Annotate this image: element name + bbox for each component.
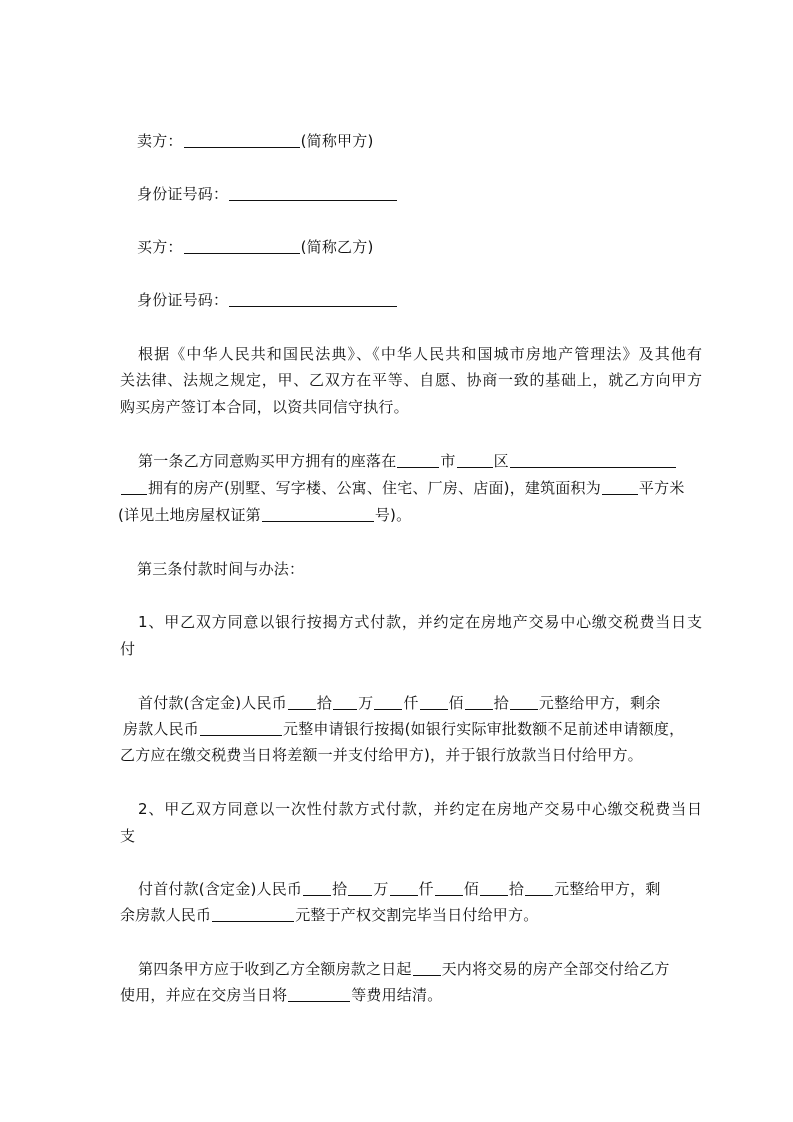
preamble-line-1: 根据《中华人民共和国民法典》、《中华人民共和国城市房地产管理法》及其他有 — [138, 345, 702, 363]
full-qian-blank[interactable] — [390, 879, 418, 896]
buyer-suffix: (简称乙方) — [300, 238, 374, 256]
down-payment-text-a: 首付款(含定金)人民币 — [138, 694, 287, 712]
full-payment-line2-b: 元整于产权交割完毕当日付给甲方。 — [295, 906, 539, 924]
article1-area-unit: 平方米 — [638, 479, 685, 497]
full-wan-blank[interactable] — [348, 879, 372, 896]
preamble-line-2: 关法律、法规之规定，甲、乙双方在平等、自愿、协商一致的基础上，就乙方向甲方 — [120, 371, 702, 389]
certificate-blank[interactable] — [262, 505, 374, 522]
seller-id-label: 身份证号码： — [137, 185, 229, 203]
city-blank[interactable] — [397, 451, 439, 468]
full-bai-blank[interactable] — [435, 879, 463, 896]
buyer-line — [137, 237, 374, 257]
delivery-days-blank[interactable] — [413, 959, 441, 976]
buyer-label: 买方： — [137, 238, 183, 256]
full-payment-line-1 — [138, 879, 661, 899]
article1-line-3 — [118, 505, 411, 525]
article1-text-a: 第一条乙方同意购买甲方拥有的座落在 — [138, 452, 397, 470]
full-payment-line-2 — [120, 905, 538, 925]
article3-item1-line-2: 付 — [120, 640, 136, 658]
fees-blank[interactable] — [288, 985, 350, 1002]
full-payment-tail: 元整给甲方，剩 — [554, 880, 661, 898]
down-payment-line-2 — [123, 719, 684, 739]
article4-line-2 — [120, 985, 442, 1005]
article1-text-d: 号)。 — [374, 506, 412, 524]
article4-text-b: 天内将交易的房产全部交付给乙方 — [441, 960, 670, 978]
down-yuan-blank[interactable] — [510, 693, 538, 710]
full-bai-label: 佰 — [463, 880, 479, 898]
down-bai-label: 佰 — [448, 694, 464, 712]
full-shi1-blank[interactable] — [303, 879, 331, 896]
full-qian-label: 仟 — [418, 880, 434, 898]
full-shi2-blank[interactable] — [480, 879, 508, 896]
article1-text-b: 拥有的房产(别墅、写字楼、公寓、住宅、厂房、店面)，建筑面积为 — [148, 479, 601, 497]
full-shi1-label: 拾 — [332, 880, 348, 898]
area-blank[interactable] — [602, 478, 638, 495]
seller-suffix: (简称甲方) — [300, 132, 374, 150]
article4-text-c: 使用，并应在交房当日将 — [120, 986, 288, 1004]
seller-id-blank[interactable] — [229, 184, 397, 201]
down-payment-line-3: 乙方应在缴交税费当日将差额一并支付给甲方)，并于银行放款当日付给甲方。 — [120, 746, 643, 764]
down-payment-tail: 元整给甲方，剩余 — [538, 694, 661, 712]
down-shi1-blank[interactable] — [288, 693, 316, 710]
down-bai-blank[interactable] — [420, 693, 448, 710]
buyer-id-label: 身份证号码： — [137, 291, 229, 309]
full-shi2-label: 拾 — [508, 880, 525, 898]
article1-district-label: 区 — [493, 452, 509, 470]
down-payment-line2-a: 房款人民币 — [123, 720, 200, 738]
down-shi1-label: 拾 — [316, 694, 333, 712]
article3-title: 第三条付款时间与办法： — [137, 560, 305, 578]
full-wan-label: 万 — [373, 880, 389, 898]
seller-line — [137, 131, 374, 151]
down-wan-label: 万 — [358, 694, 374, 712]
preamble-line-3: 购买房产签订本合同，以资共同信守执行。 — [120, 398, 409, 416]
article3-item1-line-1: 1、甲乙双方同意以银行按揭方式付款，并约定在房地产交易中心缴交税费当日支 — [138, 613, 702, 631]
down-qian-blank[interactable] — [374, 693, 402, 710]
buyer-id-line — [137, 290, 398, 310]
article3-item2-line-1: 2、甲乙双方同意以一次性付款方式付款，并约定在房地产交易中心缴交税费当日 — [138, 800, 702, 818]
down-qian-label: 仟 — [403, 694, 419, 712]
address-blank-cont[interactable] — [121, 478, 147, 495]
article1-city-label: 市 — [440, 452, 456, 470]
article1-line-1 — [138, 451, 677, 471]
seller-label: 卖方： — [137, 132, 183, 150]
article1-text-c: (详见土地房屋权证第 — [118, 506, 261, 524]
down-payment-line-1 — [138, 693, 661, 713]
article4-text-d: 等费用结清。 — [351, 986, 443, 1004]
full-payment-text-a: 付首付款(含定金)人民币 — [138, 880, 303, 898]
district-blank[interactable] — [457, 451, 493, 468]
article4-text-a: 第四条甲方应于收到乙方全额房款之日起 — [138, 960, 412, 978]
article1-line-2 — [120, 478, 685, 498]
down-shi2-label: 拾 — [493, 694, 509, 712]
remaining-amount-blank[interactable] — [212, 905, 294, 922]
article3-item2-line-2: 支 — [120, 827, 136, 845]
down-wan-blank[interactable] — [333, 693, 357, 710]
full-payment-line2-a: 余房款人民币 — [120, 906, 212, 924]
seller-id-line — [137, 184, 398, 204]
buyer-id-blank[interactable] — [229, 290, 397, 307]
full-yuan-blank[interactable] — [525, 879, 553, 896]
down-payment-line2-b: 元整申请银行按揭(如银行实际审批数额不足前述申请额度， — [283, 720, 685, 738]
mortgage-amount-blank[interactable] — [200, 719, 282, 736]
seller-name-blank[interactable] — [184, 131, 300, 148]
down-shi2-blank[interactable] — [465, 693, 493, 710]
buyer-name-blank[interactable] — [184, 237, 300, 254]
article4-line-1 — [138, 959, 670, 979]
address-blank[interactable] — [510, 451, 676, 468]
